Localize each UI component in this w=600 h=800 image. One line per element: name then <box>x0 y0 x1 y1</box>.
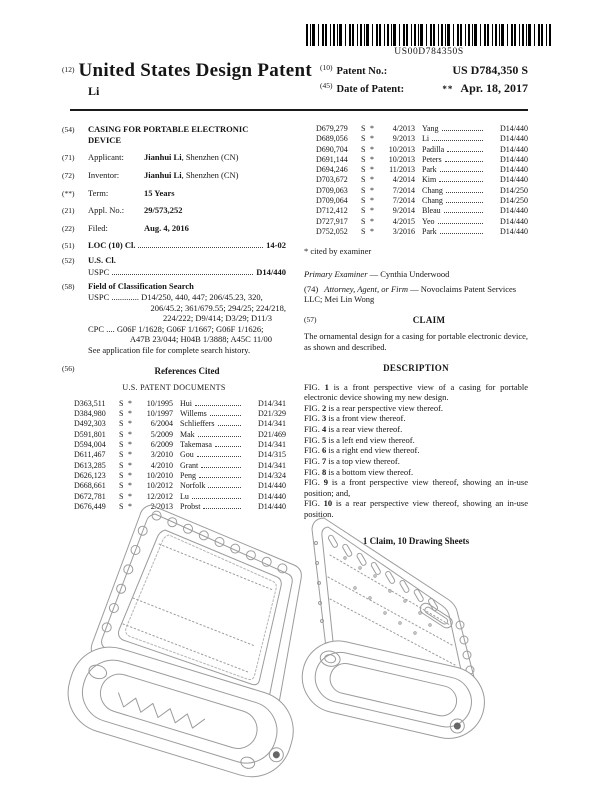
ref-inventor: Park <box>422 165 437 175</box>
ref-star: * <box>370 206 374 216</box>
reference-row <box>62 450 286 460</box>
dot-leader <box>432 140 483 141</box>
dot-leader <box>199 477 241 478</box>
field-code: (22) <box>62 223 75 233</box>
applicant-label: Applicant: <box>88 152 124 163</box>
ref-date: 9/2014 <box>392 206 415 216</box>
term-value: 15 Years <box>144 187 175 198</box>
ref-kind: S <box>119 409 124 419</box>
barcode-block <box>300 24 558 57</box>
dot-leader <box>215 446 241 447</box>
ref-class: D14/440 <box>258 501 286 511</box>
description-heading: DESCRIPTION <box>383 363 449 374</box>
ref-kind: S <box>119 398 124 408</box>
ref-date: 11/2013 <box>389 165 415 175</box>
ref-inventor: Willems <box>180 409 207 419</box>
ref-kind: S <box>119 440 124 450</box>
ref-class: D14/341 <box>258 419 286 429</box>
ref-number: D668,661 <box>74 481 106 491</box>
ref-kind: S <box>119 491 124 501</box>
claims-sheets-note: 1 Claim, 10 Drawing Sheets <box>362 535 470 546</box>
search-uspc-line: 224/222; D9/414; D3/29; D11/3 <box>162 313 272 324</box>
ref-inventor: Bleau <box>422 206 441 216</box>
ref-star: * <box>128 398 132 408</box>
field-code: (58) <box>62 282 75 292</box>
date-code: (45) <box>320 81 333 90</box>
reference-row <box>304 124 528 134</box>
reference-row <box>62 481 286 491</box>
inventor-label: Inventor: <box>88 169 120 180</box>
reference-row <box>62 461 286 471</box>
dot-leader <box>446 192 483 193</box>
ref-star: * <box>128 481 132 491</box>
figure-description: FIG. 9 is a front perspective view thereof, showing an in-use position; and, <box>304 477 528 498</box>
ref-inventor: Li <box>422 134 430 144</box>
ref-date: 10/1997 <box>146 409 173 419</box>
claim-code: (57) <box>304 314 317 324</box>
ref-kind: S <box>119 429 124 439</box>
field-code: (**) <box>62 188 75 198</box>
field-code: (71) <box>62 153 75 163</box>
ref-date: 10/2013 <box>388 144 415 154</box>
ref-star: * <box>370 216 374 226</box>
loc-label: LOC (10) Cl. <box>88 240 136 251</box>
two-column-body <box>62 124 528 547</box>
dot-leader <box>198 436 241 437</box>
ref-date: 6/2009 <box>150 440 173 450</box>
header-right <box>320 60 528 99</box>
figure-description: FIG. 10 is a rear perspective view thereof, showing an in-use position. <box>304 498 528 520</box>
references-table-right <box>304 124 528 237</box>
figure-description: FIG. 7 is a top view thereof. <box>304 455 400 466</box>
reference-row <box>62 409 286 419</box>
ref-kind: S <box>119 501 124 511</box>
ref-class: D14/440 <box>500 154 528 164</box>
ref-class: D14/341 <box>258 440 286 450</box>
ref-class: D14/440 <box>258 491 286 501</box>
figure-description: FIG. 4 is a rear view thereof. <box>304 424 403 435</box>
ref-date: 3/2016 <box>392 226 415 236</box>
ref-number: D611,467 <box>74 450 106 460</box>
ref-star: * <box>370 185 374 195</box>
ref-kind: S <box>119 419 124 429</box>
ref-inventor: Padilla <box>422 144 445 154</box>
inventor-name: Jianhui Li <box>144 169 182 180</box>
cited-by-examiner-note: * cited by examiner <box>304 246 372 257</box>
dot-leader <box>439 181 483 182</box>
primary-examiner-label: Primary Examiner <box>304 268 368 279</box>
reference-row <box>304 134 528 144</box>
ref-date: 10/1995 <box>146 398 173 408</box>
attorney-code: (74) <box>304 283 319 294</box>
ref-class: D21/329 <box>258 409 286 419</box>
field-code: (56) <box>62 363 75 373</box>
figure-description: FIG. 8 is a bottom view thereof. <box>304 466 414 477</box>
ref-star: * <box>128 460 132 470</box>
ref-inventor: Kim <box>422 175 437 185</box>
ref-star: * <box>370 134 374 144</box>
search-label: Field of Classification Search <box>88 281 194 292</box>
ref-kind: S <box>361 134 366 144</box>
reference-row <box>304 196 528 206</box>
invention-title: CASING FOR PORTABLE ELECTRONIC DEVICE <box>88 124 249 145</box>
reference-row <box>62 430 286 440</box>
reference-row <box>304 175 528 185</box>
ref-class: D14/440 <box>500 206 528 216</box>
term-label: Term: <box>88 187 109 198</box>
dot-leader <box>447 151 483 152</box>
appl-value: 29/573,252 <box>144 205 183 216</box>
figure-description: FIG. 6 is a right end view thereof. <box>304 445 420 456</box>
ref-star: * <box>370 226 374 236</box>
ref-star: * <box>128 450 132 460</box>
ref-date: 6/2004 <box>150 419 173 429</box>
ref-number: D727,917 <box>316 216 348 226</box>
ref-date: 9/2013 <box>392 134 415 144</box>
ref-inventor: Takemasa <box>180 440 212 450</box>
ref-kind: S <box>361 175 366 185</box>
ref-date: 7/2014 <box>392 196 415 206</box>
ref-inventor: Peters <box>422 154 442 164</box>
patent-no-label: Patent No.: <box>336 66 388 77</box>
document-header <box>62 60 528 99</box>
primary-examiner-line <box>304 269 528 280</box>
ref-class: D14/250 <box>500 196 528 206</box>
ref-number: D679,279 <box>316 124 348 133</box>
ref-date: 10/2012 <box>146 481 173 491</box>
ref-star: * <box>128 501 132 511</box>
barcode <box>306 24 552 46</box>
inventor-surname: Li <box>88 84 100 98</box>
ref-kind: S <box>361 124 366 133</box>
uspc-value: D14/440 <box>256 266 286 277</box>
ref-number: D613,285 <box>74 460 106 470</box>
dot-leader <box>201 467 241 468</box>
ref-star: * <box>370 124 374 133</box>
appl-label: Appl. No.: <box>88 205 125 216</box>
claim-text: The ornamental design for a casing for portable electronic device, as shown and described. <box>304 331 528 352</box>
ref-number: D689,056 <box>316 134 348 144</box>
field-inventor <box>62 170 286 181</box>
reference-row <box>304 165 528 175</box>
ref-date: 2/2013 <box>150 501 173 511</box>
claim-heading: CLAIM <box>412 314 446 325</box>
ref-date: 4/2010 <box>150 460 173 470</box>
ref-kind: S <box>361 144 366 154</box>
field-code: (54) <box>62 125 75 134</box>
ref-inventor: Yang <box>422 124 439 133</box>
ref-date: 10/2013 <box>388 154 415 164</box>
rear-perspective-drawing <box>300 513 500 761</box>
figure-description: FIG. 1 is a front perspective view of a casing for portable electronic device showing my new design. <box>304 381 528 403</box>
ref-inventor: Park <box>422 226 437 236</box>
inventor-rest: , Shenzhen (CN) <box>181 169 239 180</box>
ref-kind: S <box>119 481 124 491</box>
ref-kind: S <box>361 165 366 175</box>
ref-number: D676,449 <box>74 501 106 511</box>
ref-number: D703,672 <box>316 175 348 185</box>
kind-code: (12) <box>62 65 75 74</box>
ref-number: D672,781 <box>74 491 106 501</box>
dot-leader <box>210 415 241 416</box>
uspc-label: USPC <box>88 266 110 277</box>
references-subheading: U.S. PATENT DOCUMENTS <box>122 382 226 392</box>
ref-inventor: Norfolk <box>180 481 206 491</box>
search-note: See application file for complete search history. <box>88 345 251 355</box>
date-label: Date of Patent: <box>336 84 405 95</box>
ref-inventor: Hui <box>180 398 192 408</box>
ref-star: * <box>128 409 132 419</box>
filed-value: Aug. 4, 2016 <box>144 222 189 233</box>
ref-number: D384,980 <box>74 409 106 419</box>
search-uspc-line: USPC ............. D14/250, 440, 447; 206/45.23, 320, <box>88 291 263 302</box>
references-heading: References Cited <box>154 365 220 376</box>
attorney-line <box>304 284 528 305</box>
ref-inventor: Lu <box>180 491 189 501</box>
ref-number: D712,412 <box>316 206 348 216</box>
date-value: Apr. 18, 2017 <box>460 81 528 95</box>
figure-description: FIG. 2 is a rear perspective view thereof. <box>304 402 444 413</box>
reference-row <box>304 155 528 165</box>
ref-inventor: Probst <box>180 501 201 511</box>
ref-number: D492,303 <box>74 419 106 429</box>
left-column <box>62 124 286 547</box>
ref-star: * <box>128 491 132 501</box>
ref-class: D14/324 <box>258 470 286 480</box>
dot-leader <box>218 425 241 426</box>
dot-leader <box>438 223 483 224</box>
search-cpc-line: A47B 23/044; H04B 1/3888; A45C 11/00 <box>129 334 272 345</box>
ref-date: 4/2013 <box>392 124 415 133</box>
figure-description: FIG. 3 is a front view thereof. <box>304 413 406 424</box>
front-perspective-drawing <box>55 498 310 800</box>
field-references <box>62 363 286 383</box>
dot-leader <box>112 274 253 275</box>
ref-star: * <box>370 175 374 185</box>
reference-row <box>304 206 528 216</box>
us-cl-label: U.S. Cl. <box>88 255 116 265</box>
ref-number: D626,123 <box>74 470 106 480</box>
cited-stars: ** <box>442 84 454 94</box>
ref-date: 5/2009 <box>150 429 173 439</box>
figure-description: FIG. 5 is a left end view thereof. <box>304 434 415 445</box>
claim-heading-row <box>304 315 528 326</box>
loc-value: 14-02 <box>266 240 286 251</box>
ref-number: D363,511 <box>74 398 106 408</box>
search-uspc-line: 206/45.2; 361/679.55; 294/25; 224/218, <box>150 302 286 313</box>
field-code: (51) <box>62 241 75 251</box>
reference-row <box>62 399 286 409</box>
dot-leader <box>197 456 241 457</box>
barcode-text: US00D784350S <box>394 47 464 57</box>
ref-class: D14/440 <box>500 124 528 133</box>
ref-star: * <box>370 165 374 175</box>
ref-kind: S <box>361 196 366 206</box>
ref-number: D691,144 <box>316 154 348 164</box>
ref-inventor: Chang <box>422 185 443 195</box>
ref-number: D591,801 <box>74 429 106 439</box>
ref-class: D14/440 <box>500 226 528 236</box>
ref-inventor: Yeo <box>422 216 435 226</box>
field-applicant <box>62 152 286 163</box>
ref-class: D14/440 <box>500 216 528 226</box>
ref-date: 12/2012 <box>146 491 173 501</box>
filed-label: Filed: <box>88 222 108 233</box>
ref-kind: S <box>119 450 124 460</box>
attorney-value: — Novoclaims Patent Services LLC; Mei Lin Wong <box>304 283 517 305</box>
ref-class: D21/469 <box>258 429 286 439</box>
reference-row <box>304 186 528 196</box>
primary-examiner-value: — Cynthia Underwood <box>369 268 450 279</box>
ref-date: 4/2015 <box>392 216 415 226</box>
ref-number: D690,704 <box>316 144 348 154</box>
ref-kind: S <box>361 206 366 216</box>
ref-date: 7/2014 <box>392 185 415 195</box>
ref-inventor: Grant <box>180 460 199 470</box>
attorney-label: Attorney, Agent, or Firm <box>324 283 408 294</box>
ref-number: D694,246 <box>316 165 348 175</box>
ref-star: * <box>370 144 374 154</box>
reference-row <box>304 227 528 237</box>
dot-leader <box>138 247 263 248</box>
dot-leader <box>446 202 483 203</box>
ref-kind: S <box>361 216 366 226</box>
ref-date: 3/2010 <box>150 450 173 460</box>
ref-class: D14/440 <box>500 134 528 144</box>
reference-row <box>62 440 286 450</box>
ref-class: D14/250 <box>500 185 528 195</box>
dot-leader <box>195 405 241 406</box>
ref-kind: S <box>119 470 124 480</box>
ref-class: D14/315 <box>258 450 286 460</box>
applicant-name: Jianhui Li <box>144 152 182 163</box>
ref-class: D14/341 <box>258 398 286 408</box>
ref-kind: S <box>361 154 366 164</box>
ref-date: 4/2014 <box>392 175 415 185</box>
search-cpc-line: CPC .... G06F 1/1628; G06F 1/1667; G06F 1/1626; <box>88 323 264 334</box>
header-left <box>62 60 312 99</box>
ref-class: D14/341 <box>258 460 286 470</box>
field-code: (21) <box>62 206 75 216</box>
dot-leader <box>445 161 483 162</box>
ref-date: 10/2010 <box>146 470 173 480</box>
patent-no-code: (10) <box>320 63 333 72</box>
ref-inventor: Chang <box>422 196 443 206</box>
right-column <box>304 124 528 547</box>
ref-star: * <box>128 470 132 480</box>
ref-number: D594,004 <box>74 440 106 450</box>
field-title <box>62 124 286 145</box>
field-filed <box>62 223 286 234</box>
field-code: (72) <box>62 170 75 180</box>
dot-leader <box>442 130 483 131</box>
applicant-rest: , Shenzhen (CN) <box>181 152 239 163</box>
ref-inventor: Gou <box>180 450 194 460</box>
ref-class: D14/440 <box>258 481 286 491</box>
reference-row <box>62 419 286 429</box>
header-rule <box>70 109 528 111</box>
ref-kind: S <box>119 460 124 470</box>
field-us-cl <box>62 255 286 277</box>
ref-number: D709,063 <box>316 185 348 195</box>
field-loc <box>62 240 286 251</box>
ref-number: D752,052 <box>316 226 348 236</box>
dot-leader <box>440 171 483 172</box>
drawing-sheet <box>0 496 600 800</box>
ref-inventor: Peng <box>180 470 196 480</box>
reference-row <box>62 471 286 481</box>
field-code: (52) <box>62 256 75 265</box>
ref-star: * <box>370 154 374 164</box>
field-appl-no <box>62 205 286 216</box>
ref-class: D14/440 <box>500 165 528 175</box>
patent-no-value: US D784,350 S <box>452 63 528 77</box>
ref-star: * <box>370 196 374 206</box>
ref-kind: S <box>361 185 366 195</box>
ref-inventor: Schlieffers <box>180 419 215 429</box>
ref-star: * <box>128 419 132 429</box>
ref-star: * <box>128 440 132 450</box>
ref-class: D14/440 <box>500 175 528 185</box>
dot-leader <box>440 233 483 234</box>
reference-row <box>304 217 528 227</box>
dot-leader <box>208 487 241 488</box>
ref-star: * <box>128 429 132 439</box>
ref-class: D14/440 <box>500 144 528 154</box>
document-title: United States Design Patent <box>78 60 312 81</box>
field-search <box>62 281 286 355</box>
dot-leader <box>444 212 483 213</box>
ref-kind: S <box>361 226 366 236</box>
reference-row <box>304 145 528 155</box>
field-term <box>62 188 286 199</box>
ref-number: D709,064 <box>316 196 348 206</box>
ref-inventor: Mak <box>180 429 195 439</box>
